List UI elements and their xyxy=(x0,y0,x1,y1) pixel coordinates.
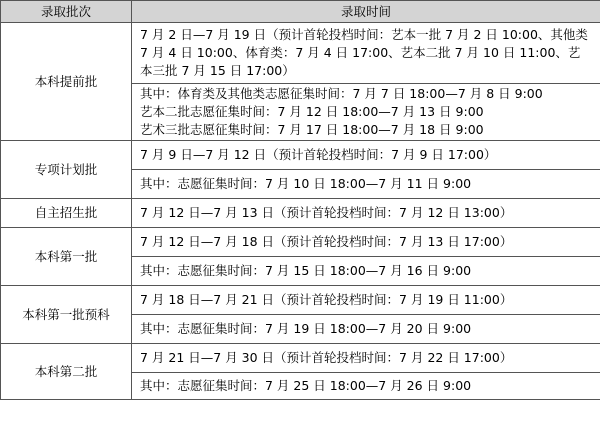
detail-line: 其中：体育类及其他类志愿征集时间：7 月 7 日 18:00—7 月 8 日 9:00 xyxy=(140,86,543,101)
detail-line: 7 月 2 日—7 月 19 日（预计首轮投档时间：艺本一批 7 月 2 日 10:00、其他类 7 月 4 日 10:00、体育类：7 月 4 日 17:00、艺本二批 7 月 10 日 11:00、艺本三批 7 月 15 日 17:00） xyxy=(140,27,588,78)
detail-cell xyxy=(132,23,600,84)
detail-line: 7 月 18 日—7 月 21 日（预计首轮投档时间：7 月 19 日 11:00） xyxy=(140,292,513,307)
detail-line: 7 月 12 日—7 月 13 日（预计首轮投档时间：7 月 12 日 13:00） xyxy=(140,205,513,220)
detail-line: 7 月 9 日—7 月 12 日（预计首轮投档时间：7 月 9 日 17:00） xyxy=(140,147,497,162)
batch-cell: 本科提前批 xyxy=(1,23,132,141)
detail-line: 7 月 21 日—7 月 30 日（预计首轮投档时间：7 月 22 日 17:00） xyxy=(140,350,513,365)
detail-cell xyxy=(132,228,600,257)
detail-cell xyxy=(132,315,600,344)
header-batch: 录取批次 xyxy=(1,1,132,23)
detail-cell xyxy=(132,257,600,286)
detail-line: 其中：志愿征集时间：7 月 19 日 18:00—7 月 20 日 9:00 xyxy=(140,321,472,336)
batch-cell: 本科第一批预科 xyxy=(1,286,132,344)
batch-cell: 自主招生批 xyxy=(1,199,132,228)
table-row xyxy=(1,344,600,373)
batch-cell: 专项计划批 xyxy=(1,141,132,199)
detail-line: 其中：志愿征集时间：7 月 10 日 18:00—7 月 11 日 9:00 xyxy=(140,176,472,191)
table-row xyxy=(1,286,600,315)
detail-line: 其中：志愿征集时间：7 月 25 日 18:00—7 月 26 日 9:00 xyxy=(140,378,472,393)
detail-cell xyxy=(132,84,600,141)
detail-cell xyxy=(132,373,600,400)
table-row xyxy=(1,228,600,257)
table-row xyxy=(1,199,600,228)
table-row xyxy=(1,23,600,84)
detail-line: 7 月 12 日—7 月 18 日（预计首轮投档时间：7 月 13 日 17:00） xyxy=(140,234,513,249)
table-row xyxy=(1,141,600,170)
detail-cell xyxy=(132,286,600,315)
detail-line: 艺术三批志愿征集时间：7 月 17 日 18:00—7 月 18 日 9:00 xyxy=(140,122,484,137)
detail-cell xyxy=(132,344,600,373)
detail-cell xyxy=(132,199,600,228)
detail-line: 其中：志愿征集时间：7 月 15 日 18:00—7 月 16 日 9:00 xyxy=(140,263,472,278)
table-header-row xyxy=(1,1,600,23)
detail-cell xyxy=(132,141,600,170)
batch-cell: 本科第一批 xyxy=(1,228,132,286)
detail-cell xyxy=(132,170,600,199)
batch-cell: 本科第二批 xyxy=(1,344,132,400)
detail-line: 艺本二批志愿征集时间：7 月 12 日 18:00—7 月 13 日 9:00 xyxy=(140,104,484,119)
header-time: 录取时间 xyxy=(132,1,600,23)
